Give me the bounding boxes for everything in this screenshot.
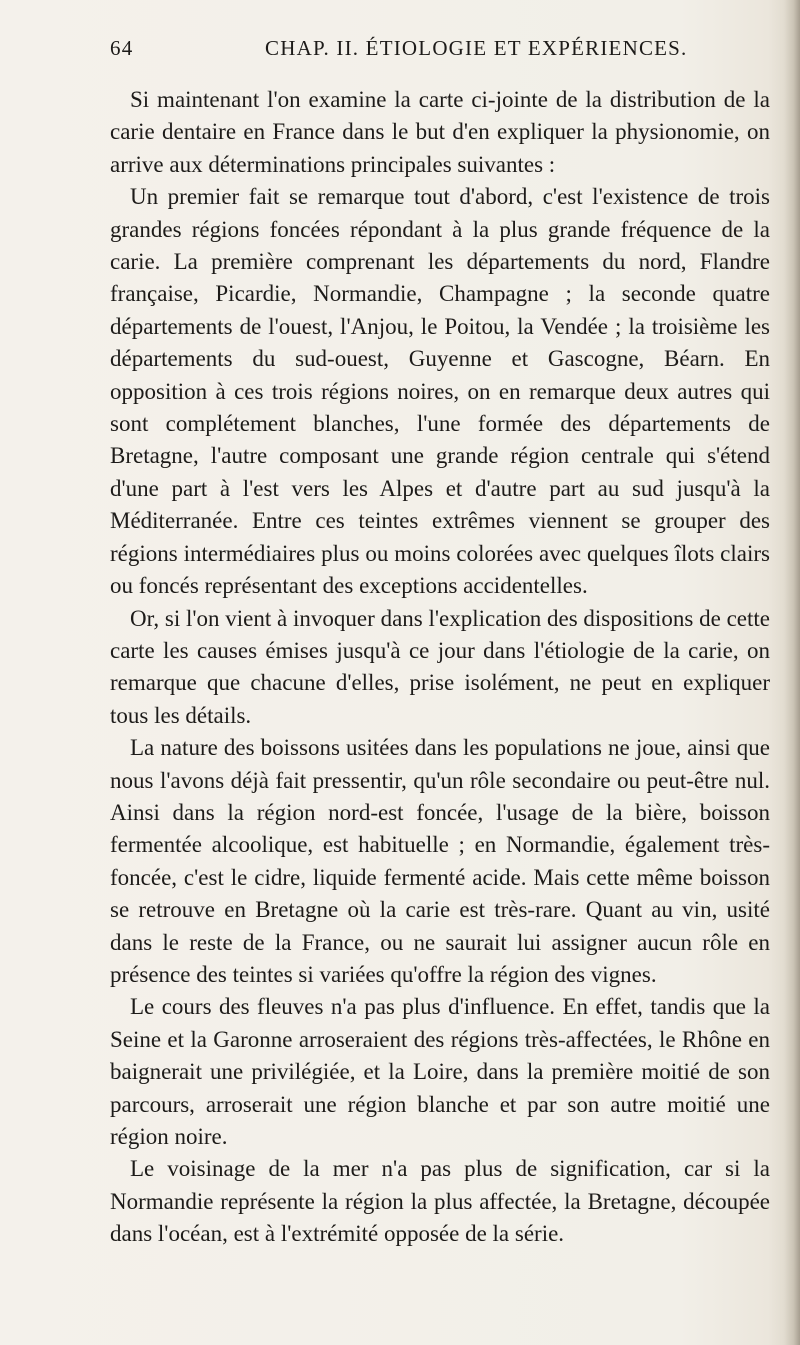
paragraph: Le cours des fleuves n'a pas plus d'influence. En effet, tandis que la Seine et la Garonne arroseraient des régions très-affectées, le Rhône en baignerait une privilégiée, et la Loire, dans la première moitié de son parcours, arroserait une région blanche et par son autre moitié une région noire. <box>110 994 770 1149</box>
paragraph: La nature des boissons usitées dans les populations ne joue, ainsi que nous l'avons déjà fait pressentir, qu'un rôle secondaire ou peut-être nul. Ainsi dans la région nord-est foncée, l'usage de la bière, boisson fermentée alcoolique, est habituelle ; en Normandie, également très-foncée, c'est le cidre, liquide fermenté acide. Mais cette même boisson se retrouve en Bretagne où la carie est très-rare. Quant au vin, usité dans le reste de la France, ou ne saurait lui assigner aucun rôle en présence des teintes si variées qu'offre la région des vignes. <box>110 735 770 987</box>
paragraph: Un premier fait se remarque tout d'abord, c'est l'existence de trois grandes régions foncées répondant à la plus grande fréquence de la carie. La première comprenant les départements du nord, Flandre française, Picardie, Normandie, Champagne ; la seconde quatre départements de l'ouest, l'Anjou, le Poitou, la Vendée ; la troisième les départements du sud-ouest, Guyenne et Gascogne, Béarn. En opposition à ces trois régions noires, on en remarque deux autres qui sont complétement blanches, l'une formée des départements de Bretagne, l'autre composant une grande région centrale qui s'étend d'une part à l'est vers les Alpes et d'autre part au sud jusqu'à la Méditerranée. Entre ces teintes extrêmes viennent se grouper des régions intermédiaires plus ou moins colorées avec quelques îlots clairs ou foncés représentant des exceptions accidentelles. <box>110 184 770 599</box>
page-number: 64 <box>110 36 134 60</box>
paragraph: Si maintenant l'on examine la carte ci-jointe de la distribution de la carie dentaire en France dans le but d'en expliquer la physionomie, on arrive aux déterminations principales suivantes : <box>110 87 770 177</box>
page-header <box>110 36 770 66</box>
paragraph: Le voisinage de la mer n'a pas plus de signification, car si la Normandie représente la région la plus affectée, la Bretagne, découpée dans l'océan, est à l'extrémité opposée de la série. <box>110 1156 770 1247</box>
running-title: CHAP. II. ÉTIOLOGIE ET EXPÉRIENCES. <box>265 36 688 60</box>
page-edge-shadow <box>784 0 800 1345</box>
paragraph: Or, si l'on vient à invoquer dans l'explication des dispositions de cette carte les causes émises jusqu'à ce jour dans l'étiologie de la carie, on remarque que chacune d'elles, prise isolément, ne peut en expliquer tous les détails. <box>110 605 770 728</box>
body-text <box>110 84 770 1251</box>
